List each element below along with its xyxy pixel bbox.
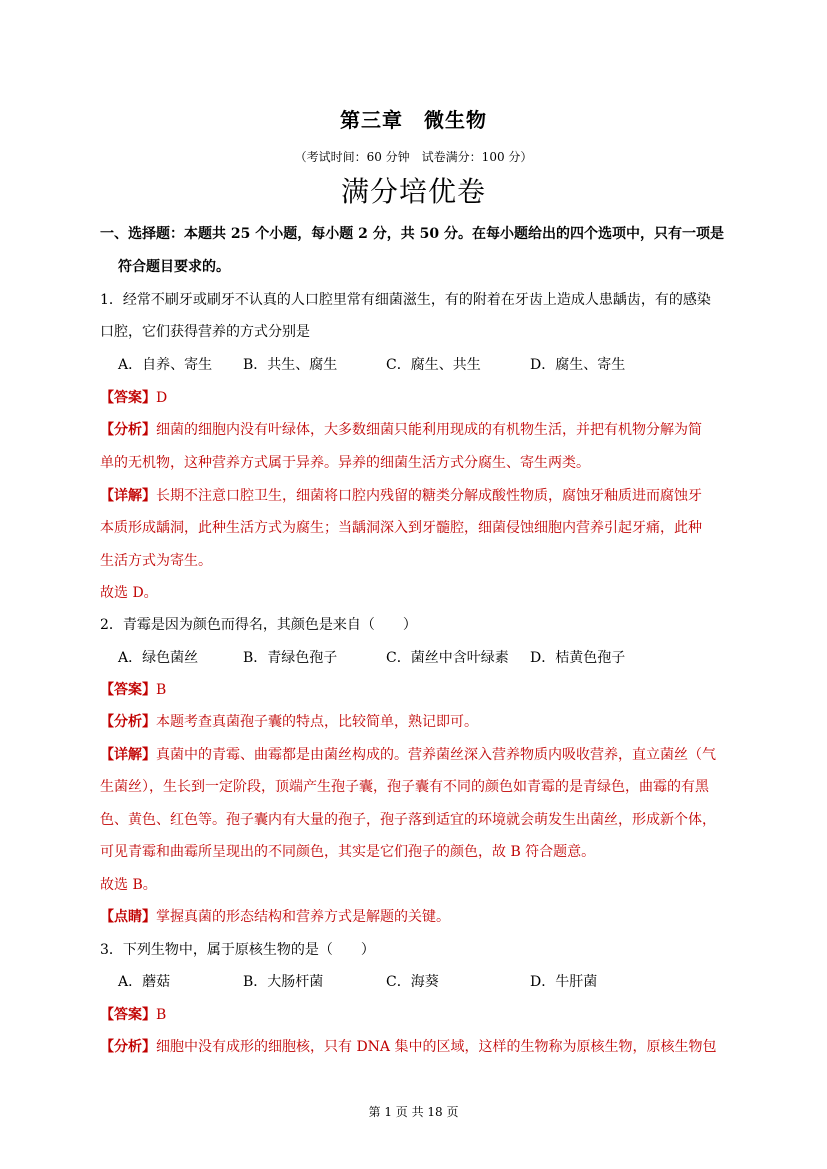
page-footer: 第 1 页 共 18 页 xyxy=(368,1105,459,1119)
q1-analysis-text: 细菌的细胞内没有叶绿体，大多数细菌只能利用现成的有机物生活，并把有机物分解为简 xyxy=(156,422,702,438)
q1-detail xyxy=(100,486,732,506)
answer-label: 【答案】 xyxy=(100,390,156,406)
q1-detail-cont: 本质形成龋洞，此种生活方式为腐生；当龋洞深入到牙髓腔，细菌侵蚀细胞内营养引起牙痛，此种 xyxy=(100,520,702,536)
detail-label: 【详解】 xyxy=(100,747,156,763)
q2-option-d: D．桔黄色孢子 xyxy=(530,650,626,666)
q2-option-a: A．绿色菌丝 xyxy=(118,650,199,666)
q3-analysis xyxy=(100,1037,732,1057)
q3-answer xyxy=(100,1005,732,1025)
q1-option-a: A．自养、寄生 xyxy=(118,357,213,373)
q2-detail-cont2: 色、黄色、红色等。孢子囊内有大量的孢子，孢子落到适宜的环境就会萌发生出菌丝，形成新个体， xyxy=(100,812,716,828)
q3-option-d: D．牛肝菌 xyxy=(530,974,598,990)
analysis-label: 【分析】 xyxy=(100,422,156,438)
q2-detail xyxy=(100,745,732,765)
section-heading: 一、选择题：本题共 25 个小题，每小题 2 分，共 50 分。在每小题给出的四个选项中，只有一项是 xyxy=(100,226,724,242)
q1-option-d: D．腐生、寄生 xyxy=(530,357,626,373)
q2-comment xyxy=(100,907,732,927)
answer-label: 【答案】 xyxy=(100,682,156,698)
analysis-label: 【分析】 xyxy=(100,1039,156,1055)
q1-analysis-cont: 单的无机物，这种营养方式属于异养。异养的细菌生活方式分腐生、寄生两类。 xyxy=(100,455,590,471)
answer-label: 【答案】 xyxy=(100,1007,156,1023)
q2-detail-text: 真菌中的青霉、曲霉都是由菌丝构成的。营养菌丝深入营养物质内吸收营养，直立菌丝（气 xyxy=(156,747,716,763)
q2-answer-value: B xyxy=(156,682,167,698)
q2-detail-cont: 生菌丝），生长到一定阶段，顶端产生孢子囊，孢子囊有不同的颜色如青霉的是青绿色，曲霉的有黑 xyxy=(100,779,709,795)
detail-label: 【详解】 xyxy=(100,488,156,504)
q3-option-b: B．大肠杆菌 xyxy=(243,974,324,990)
q1-option-c: C．腐生、共生 xyxy=(386,357,481,373)
q1-answer-value: D xyxy=(156,390,168,406)
chapter-title: 第三章 微生物 xyxy=(340,108,487,132)
q2-analysis xyxy=(100,712,732,732)
q2-answer xyxy=(100,680,732,700)
q1-option-b: B．共生、腐生 xyxy=(243,357,338,373)
q1-choice: 故选 D。 xyxy=(100,585,158,601)
q1-detail-cont2: 生活方式为寄生。 xyxy=(100,553,212,569)
q1-answer xyxy=(100,388,732,408)
section-heading-cont: 符合题目要求的。 xyxy=(118,259,230,275)
q2-analysis-text: 本题考查真菌孢子囊的特点，比较简单，熟记即可。 xyxy=(156,714,478,730)
q1-stem: 1．经常不刷牙或刷牙不认真的人口腔里常有细菌滋生，有的附着在牙齿上造成人患龋齿，有的感染 xyxy=(100,292,711,308)
q2-option-c: C．菌丝中含叶绿素 xyxy=(386,650,509,666)
q3-option-a: A．蘑菇 xyxy=(118,974,171,990)
q2-comment-text: 掌握真菌的形态结构和营养方式是解题的关键。 xyxy=(156,909,450,925)
exam-info: （考试时间：60 分钟 试卷满分：100 分） xyxy=(294,150,533,164)
q1-analysis xyxy=(100,420,732,440)
analysis-label: 【分析】 xyxy=(100,714,156,730)
comment-label: 【点睛】 xyxy=(100,909,156,925)
q3-analysis-text: 细胞中没有成形的细胞核，只有 DNA 集中的区域，这样的生物称为原核生物，原核生物包 xyxy=(156,1039,717,1055)
q1-detail-text: 长期不注意口腔卫生，细菌将口腔内残留的糖类分解成酸性物质，腐蚀牙釉质进而腐蚀牙 xyxy=(156,488,702,504)
q2-stem: 2．青霉是因为颜色而得名，其颜色是来自（ ） xyxy=(100,617,417,633)
q3-option-c: C．海葵 xyxy=(386,974,439,990)
q2-choice: 故选 B。 xyxy=(100,877,157,893)
q3-answer-value: B xyxy=(156,1007,167,1023)
q3-stem: 3．下列生物中，属于原核生物的是（ ） xyxy=(100,942,375,958)
banner-title: 满分培优卷 xyxy=(340,175,486,208)
q1-stem-cont: 口腔，它们获得营养的方式分别是 xyxy=(100,324,310,340)
q2-detail-cont3: 可见青霉和曲霉所呈现出的不同颜色，其实是它们孢子的颜色，故 B 符合题意。 xyxy=(100,844,596,860)
q2-option-b: B．青绿色孢子 xyxy=(243,650,338,666)
